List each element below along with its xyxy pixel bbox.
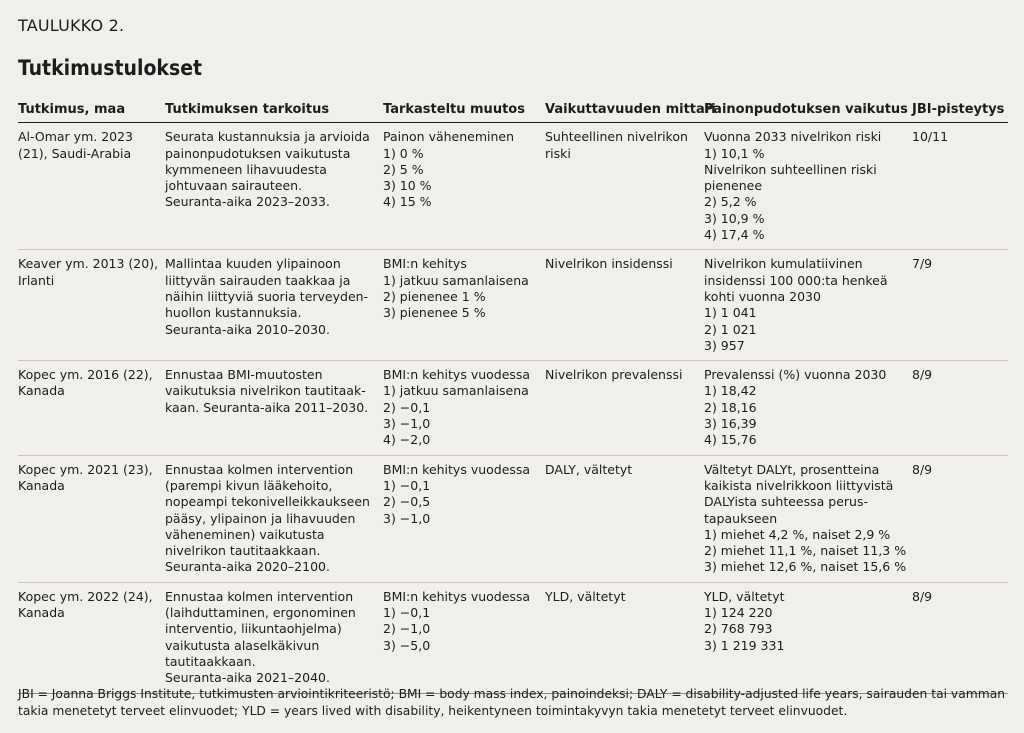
cell-line: kohti vuonna 2030: [704, 288, 821, 304]
cell-line: Seuranta-aika 2021–2040.: [165, 670, 330, 686]
cell-line: kaikista nivelrikkoon liittyvistä: [704, 477, 894, 493]
table-footnote: [18, 686, 1008, 720]
cell-jbi: [912, 582, 1008, 693]
cell-line: Prevalenssi (%) vuonna 2030: [704, 367, 887, 383]
cell-study: [18, 123, 165, 250]
cell-change: [383, 361, 545, 455]
cell-metric: [545, 250, 704, 361]
cell-line: Seuranta-aika 2010–2030.: [165, 321, 330, 337]
cell-line: nivelrikon tautitaakkaan.: [165, 543, 321, 559]
cell-purpose: [165, 250, 383, 361]
cell-effect: [704, 361, 912, 455]
cell-line: Kanada: [18, 605, 65, 621]
table-row: [18, 582, 1008, 693]
footnote-line: JBI = Joanna Briggs Institute, tutkimusten arviointikriteeristö; BMI = body mass index, painoindeksi; DALY = disability-adjusted life years, sairauden tai vamman: [18, 687, 1006, 701]
cell-metric: [545, 361, 704, 455]
cell-line: Kanada: [18, 383, 65, 399]
cell-line: 2) −0,1: [383, 399, 431, 415]
cell-change: [383, 123, 545, 250]
cell-line: 3) −5,0: [383, 637, 431, 653]
cell-line: 3) pienenee 5 %: [383, 305, 486, 321]
cell-line: 4) 15,76: [704, 432, 757, 448]
cell-line: 8/9: [912, 367, 933, 383]
cell-purpose: [165, 455, 383, 582]
cell-line: 2) pienenee 1 %: [383, 288, 486, 304]
table-row: [18, 123, 1008, 250]
cell-line: 1) 18,42: [704, 383, 757, 399]
cell-study: [18, 582, 165, 693]
table-row: [18, 361, 1008, 455]
cell-line: 2) 18,16: [704, 399, 757, 415]
cell-line: Suhteellinen nivelrikon: [545, 129, 688, 145]
cell-line: Ennustaa kolmen intervention: [165, 461, 354, 477]
cell-change: [383, 455, 545, 582]
header-row: [18, 100, 1008, 123]
column-header: Painonpudotuksen vaikutus: [704, 100, 912, 123]
cell-line: Kopec ym. 2021 (23),: [18, 461, 153, 477]
cell-line: 1) 0 %: [383, 145, 424, 161]
cell-line: Keaver ym. 2013 (20),: [18, 256, 159, 272]
cell-effect: [704, 582, 912, 693]
cell-line: 3) miehet 12,6 %, naiset 15,6 %: [704, 559, 907, 575]
cell-line: 1) −0,1: [383, 477, 431, 493]
cell-line: BMI:n kehitys vuodessa: [383, 461, 531, 477]
cell-line: BMI:n kehitys vuodessa: [383, 588, 531, 604]
cell-line: kymmeneen lihavuudesta: [165, 161, 327, 177]
cell-line: 10/11: [912, 129, 949, 145]
cell-line: liittyvän sairauden taakkaa ja: [165, 272, 351, 288]
cell-line: 3) 10 %: [383, 178, 432, 194]
cell-change: [383, 250, 545, 361]
cell-line: 8/9: [912, 588, 933, 604]
cell-line: Mallintaa kuuden ylipainoon: [165, 256, 341, 272]
cell-study: [18, 250, 165, 361]
cell-line: Nivelrikon kumulatiivinen: [704, 256, 863, 272]
cell-purpose: [165, 361, 383, 455]
cell-jbi: [912, 123, 1008, 250]
cell-line: nopeampi tekonivelleikkaukseen: [165, 494, 370, 510]
cell-line: pääsy, ylipainon ja lihavuuden: [165, 510, 356, 526]
cell-line: 1) −0,1: [383, 605, 431, 621]
cell-effect: [704, 123, 912, 250]
cell-line: painonpudotuksen vaikutusta: [165, 145, 351, 161]
cell-line: 1) 124 220: [704, 605, 773, 621]
cell-line: Nivelrikon suhteellinen riski: [704, 161, 877, 177]
cell-line: 3) −1,0: [383, 510, 431, 526]
cell-line: väheneminen) vaikutusta: [165, 526, 325, 542]
table-label: TAULUKKO 2.: [18, 16, 125, 35]
cell-line: DALYista suhteessa perus-: [704, 494, 868, 510]
cell-effect: [704, 250, 912, 361]
cell-metric: [545, 123, 704, 250]
cell-line: näihin liittyviä suoria terveyden-: [165, 288, 369, 304]
cell-purpose: [165, 582, 383, 693]
cell-line: 3) 1 219 331: [704, 637, 785, 653]
cell-effect: [704, 455, 912, 582]
cell-jbi: [912, 250, 1008, 361]
cell-line: (21), Saudi-Arabia: [18, 145, 132, 161]
cell-line: YLD, vältetyt: [545, 588, 626, 604]
cell-line: Vuonna 2033 nivelrikon riski: [704, 129, 882, 145]
cell-line: pienenee: [704, 178, 763, 194]
cell-metric: [545, 455, 704, 582]
cell-line: 1) 10,1 %: [704, 145, 765, 161]
cell-line: Kanada: [18, 477, 65, 493]
cell-line: 4) 15 %: [383, 194, 432, 210]
cell-line: kaan. Seuranta-aika 2011–2030.: [165, 399, 369, 415]
column-header: JBI-pisteytys: [912, 100, 1008, 123]
cell-line: Nivelrikon prevalenssi: [545, 367, 683, 383]
cell-line: Ennustaa kolmen intervention: [165, 588, 354, 604]
cell-line: 8/9: [912, 461, 933, 477]
cell-line: Kopec ym. 2016 (22),: [18, 367, 153, 383]
cell-purpose: [165, 123, 383, 250]
cell-line: johtuvaan sairauteen.: [165, 178, 303, 194]
table-row: [18, 250, 1008, 361]
cell-line: YLD, vältetyt: [704, 588, 785, 604]
cell-line: vaikutusta alaselkäkivun: [165, 637, 320, 653]
cell-line: BMI:n kehitys vuodessa: [383, 367, 531, 383]
cell-line: tapaukseen: [704, 510, 778, 526]
cell-line: 2) 5 %: [383, 161, 424, 177]
cell-line: 2) −0,5: [383, 494, 431, 510]
cell-line: 3) 957: [704, 337, 745, 353]
cell-line: 4) 17,4 %: [704, 227, 765, 243]
cell-line: Painon väheneminen: [383, 129, 515, 145]
cell-line: 1) jatkuu samanlaisena: [383, 383, 529, 399]
column-header: Tutkimus, maa: [18, 100, 165, 123]
cell-jbi: [912, 455, 1008, 582]
cell-line: huollon kustannuksia.: [165, 305, 302, 321]
cell-study: [18, 361, 165, 455]
results-table: [18, 100, 1008, 694]
column-header: Tarkasteltu muutos: [383, 100, 545, 123]
cell-line: 3) 16,39: [704, 416, 757, 432]
cell-line: Seuranta-aika 2023–2033.: [165, 194, 330, 210]
cell-line: 2) miehet 11,1 %, naiset 11,3 %: [704, 543, 907, 559]
cell-line: Ennustaa BMI-muutosten: [165, 367, 323, 383]
cell-line: DALY, vältetyt: [545, 461, 633, 477]
cell-line: Nivelrikon insidenssi: [545, 256, 673, 272]
cell-line: Vältetyt DALYt, prosentteina: [704, 461, 880, 477]
cell-line: 4) −2,0: [383, 432, 431, 448]
table-row: [18, 455, 1008, 582]
cell-line: interventio, liikuntaohjelma): [165, 621, 342, 637]
cell-line: 1) 1 041: [704, 305, 757, 321]
cell-line: 7/9: [912, 256, 933, 272]
footnote-line: takia menetetyt terveet elinvuodet; YLD = years lived with disability, heikentyneen toimintakyvyn takia menetetyt terveet elinvuodet.: [18, 704, 848, 718]
cell-line: 3) 10,9 %: [704, 210, 765, 226]
cell-line: (laihduttaminen, ergonominen: [165, 605, 356, 621]
cell-line: Irlanti: [18, 272, 55, 288]
cell-line: vaikutuksia nivelrikon tautitaak-: [165, 383, 366, 399]
cell-line: insidenssi 100 000:ta henkeä: [704, 272, 888, 288]
cell-line: riski: [545, 145, 571, 161]
cell-line: tautitaakkaan.: [165, 653, 256, 669]
column-header: Vaikuttavuuden mittari: [545, 100, 704, 123]
cell-line: 1) jatkuu samanlaisena: [383, 272, 529, 288]
cell-jbi: [912, 361, 1008, 455]
cell-line: BMI:n kehitys: [383, 256, 467, 272]
cell-line: 2) 5,2 %: [704, 194, 757, 210]
cell-change: [383, 582, 545, 693]
cell-line: (parempi kivun lääkehoito,: [165, 477, 333, 493]
table-title: Tutkimustulokset: [18, 56, 203, 80]
cell-line: 3) −1,0: [383, 416, 431, 432]
cell-line: 2) 1 021: [704, 321, 757, 337]
column-header: Tutkimuksen tarkoitus: [165, 100, 383, 123]
cell-line: Al-Omar ym. 2023: [18, 129, 134, 145]
cell-line: Seuranta-aika 2020–2100.: [165, 559, 330, 575]
cell-line: 2) 768 793: [704, 621, 773, 637]
cell-study: [18, 455, 165, 582]
cell-line: 2) −1,0: [383, 621, 431, 637]
cell-line: Seurata kustannuksia ja arvioida: [165, 129, 370, 145]
cell-metric: [545, 582, 704, 693]
cell-line: 1) miehet 4,2 %, naiset 2,9 %: [704, 526, 891, 542]
cell-line: Kopec ym. 2022 (24),: [18, 588, 153, 604]
